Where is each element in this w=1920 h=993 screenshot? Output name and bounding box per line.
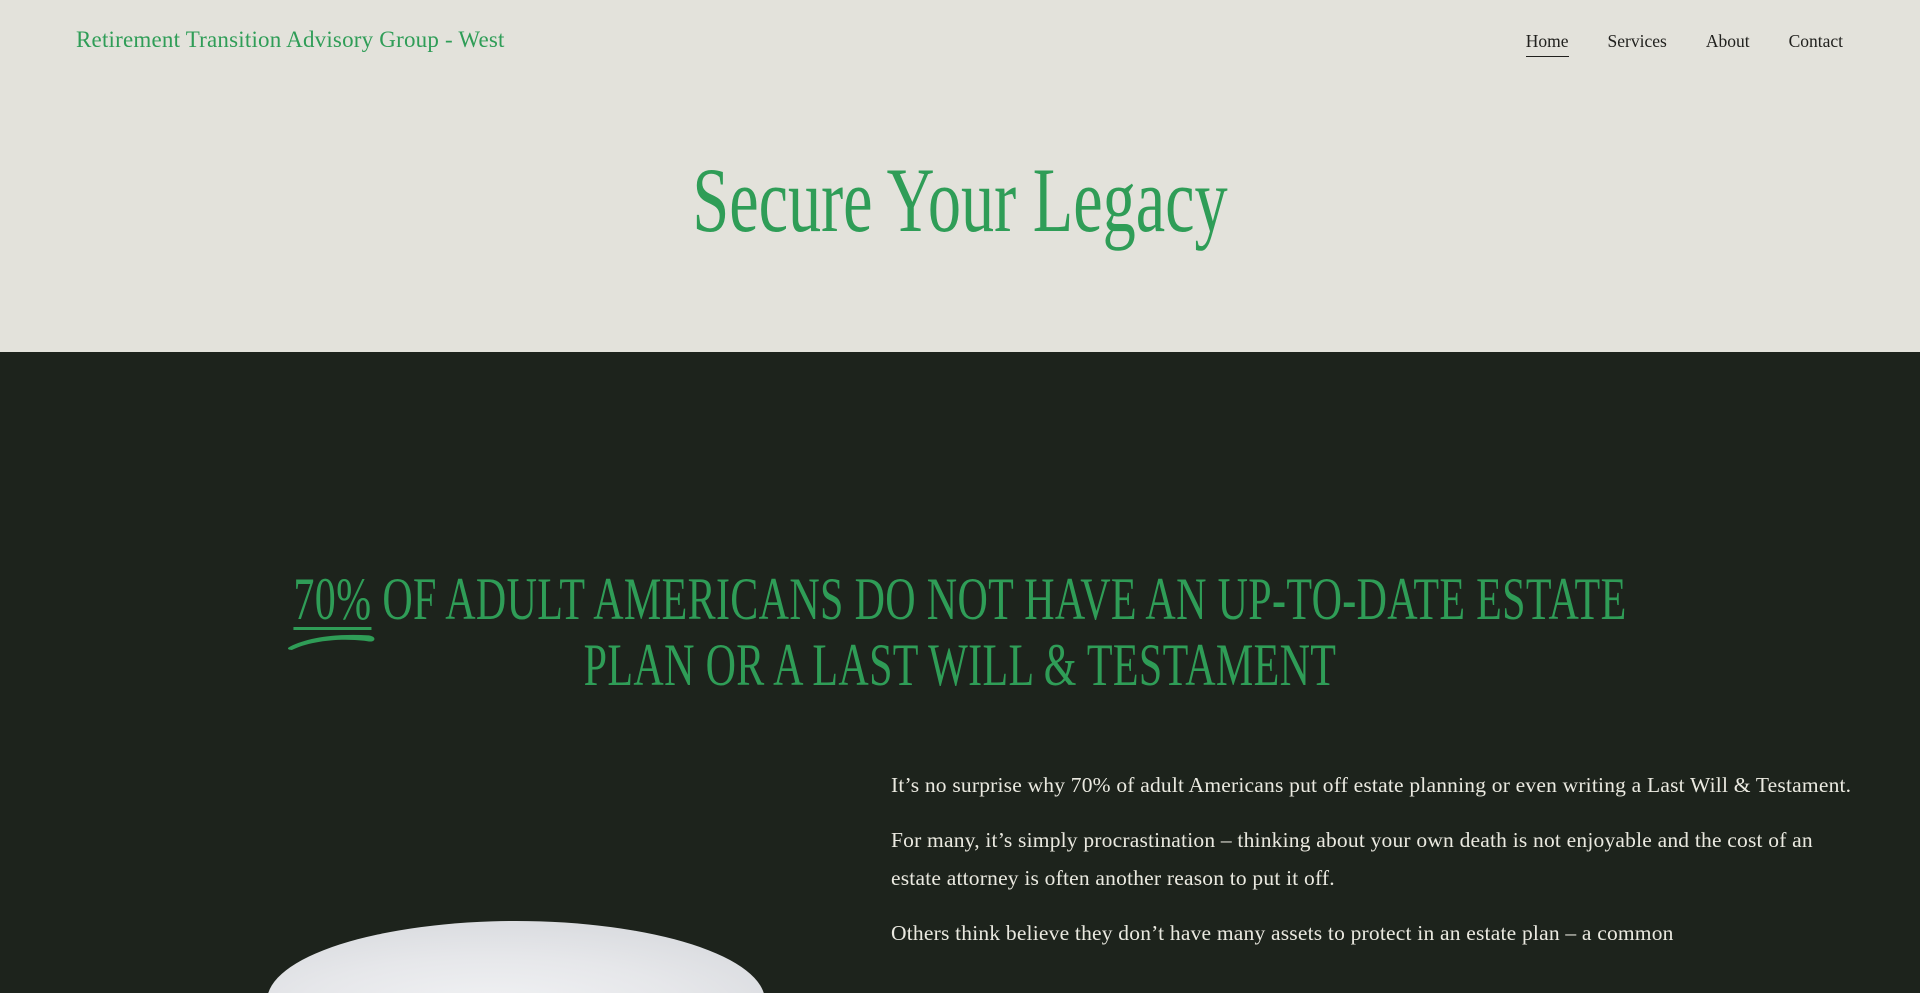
article-paragraph-3: Others think believe they don’t have many assets to protect in an estate plan – a common — [891, 921, 1674, 945]
site-header — [0, 0, 1920, 57]
stat-line2: PLAN OR A LAST WILL & TESTAMENT — [583, 632, 1337, 698]
nav-item-contact[interactable]: Contact — [1788, 31, 1843, 51]
nav-item-about[interactable]: About — [1705, 31, 1750, 51]
stat-highlight-number: 70% — [293, 566, 372, 632]
stat-headline — [288, 566, 1632, 698]
article-text — [891, 766, 1856, 969]
article-paragraph-1: It’s no surprise why 70% of adult Americans put off estate planning or even writing a Last Will & Testament. — [891, 773, 1852, 797]
hero-title: Secure Your Legacy — [692, 149, 1228, 251]
highlight-swoosh-icon — [287, 630, 378, 650]
stat-highlight — [293, 566, 371, 632]
main-nav — [1526, 31, 1843, 57]
brand-logo[interactable]: Retirement Transition Advisory Group - West — [76, 27, 505, 52]
nav-item-home[interactable]: Home — [1526, 31, 1569, 57]
nav-item-services[interactable]: Services — [1607, 31, 1667, 51]
article-paragraph-2: For many, it’s simply procrastination – thinking about your own death is not enjoyable and the cost of an estate attorney is often another reason to put it off. — [891, 828, 1813, 890]
stat-line1-rest: OF ADULT AMERICANS DO NOT HAVE AN UP-TO-DATE ESTATE — [371, 566, 1627, 632]
